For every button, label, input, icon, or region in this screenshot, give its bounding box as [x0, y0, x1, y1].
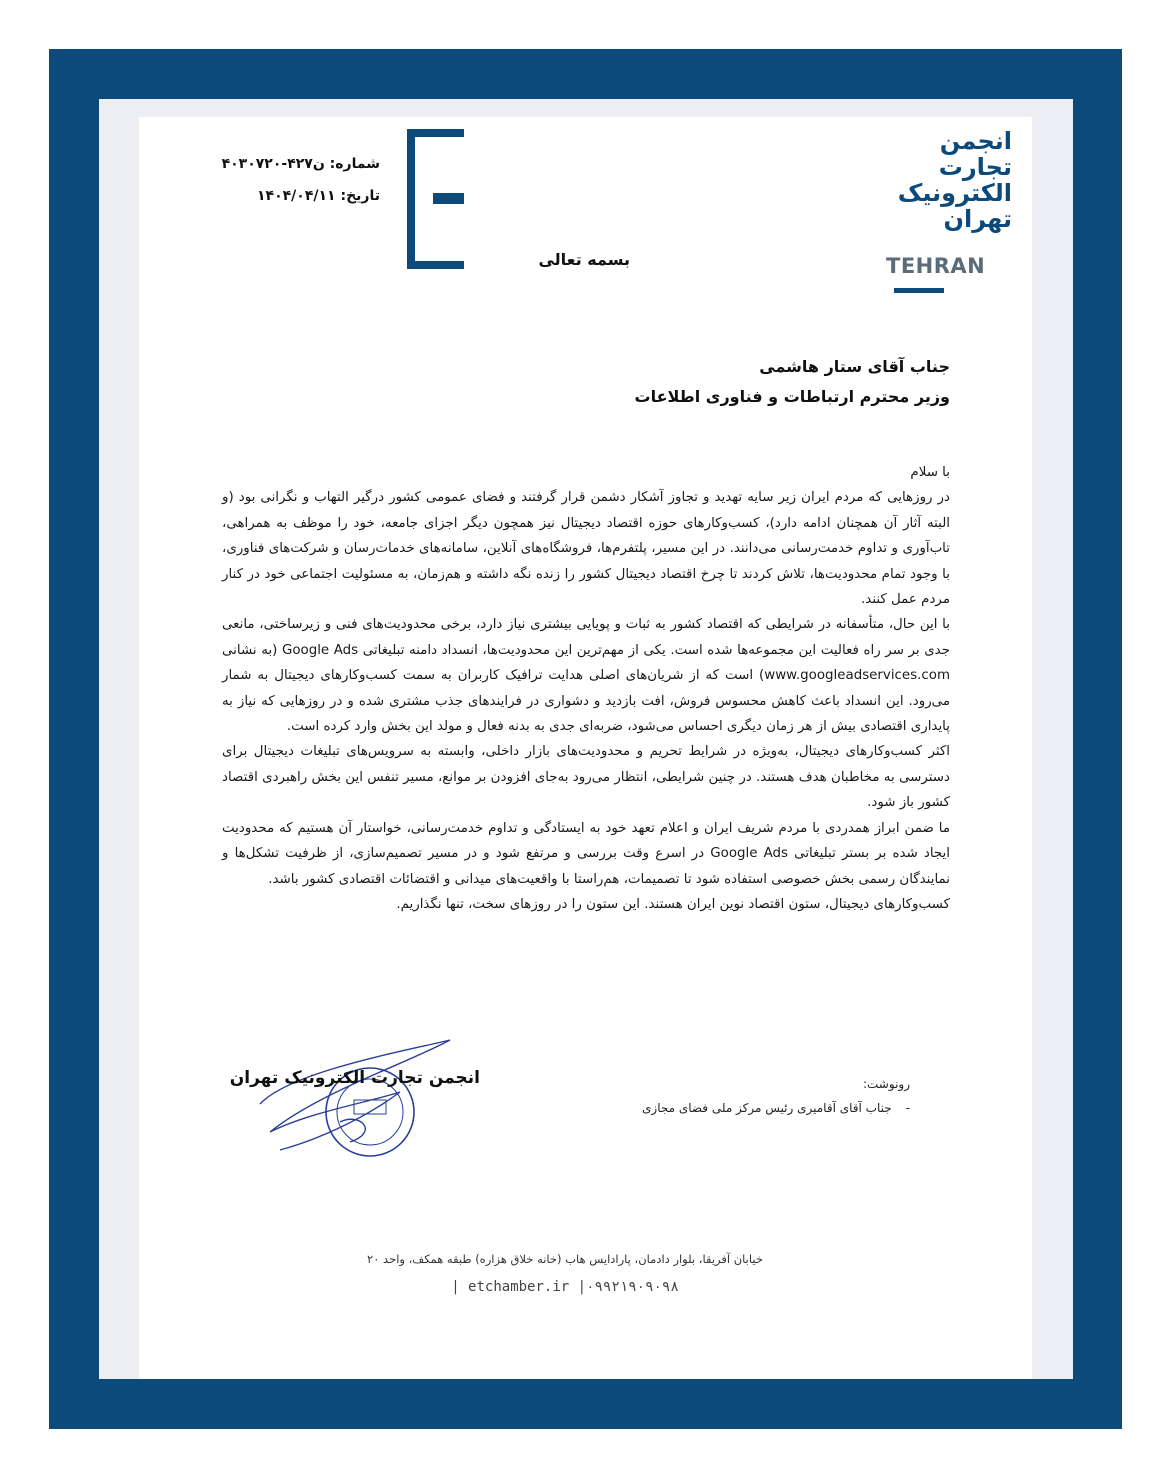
recipient-name: جناب آقای ستار هاشمی: [759, 357, 950, 376]
letter-number: شماره: ن۴۲۷-۴۰۳۰۷۲۰: [221, 156, 380, 172]
letter-date: تاریخ: ۱۴۰۴/۰۴/۱۱: [257, 188, 380, 204]
cc-block: [620, 1072, 910, 1120]
body-paragraph: با این حال، متأسفانه در شرایطی که اقتصاد کشور به ثبات و پویایی بیشتری نیاز دارد، برخی محدودیت‌های فنی و زیرساختی، مانعی جدی بر سر راه فعالیت این مجموعه‌ها شده است. یکی از مهم‌ترین این محدودیت‌ها، انسداد دامنه تبلیغاتی Google Ads (به نشانی www.googleadservices.com) است که از شریان‌های اصلی هدایت ترافیک کاربران به سمت کسب‌وکارهای دیجیتال به شمار می‌رود. این انسداد باعث کاهش محسوس فروش، افت بازدید و دشواری در فرایندهای جذب مشتری شده و در روزهایی که نیاز به پایداری اقتصادی بیش از هر زمان دیگری احساس می‌شود، ضربه‌ای جدی به بدنه فعال و مولد این بخش وارد کرده است.: [222, 617, 950, 735]
footer-address: خیابان آفریقا، بلوار دادمان، پارادایس هاب (خانه خلاق هزاره) طبقه همکف، واحد ۲۰: [367, 1252, 763, 1266]
body-paragraph: اکثر کسب‌وکارهای دیجیتال، به‌ویژه در شرایط تحریم و محدودیت‌های بازار داخلی، وابسته به سرویس‌های تبلیغات دیجیتال برای دسترسی به مخاطبان هدف هستند. در چنین شرایطی، انتظار می‌رود به‌جای افزودن بر موانع، مسیر تنفس این بخش راهبردی اقتصاد کشور باز شود.: [222, 744, 950, 811]
invocation-text: بسمه تعالی: [538, 250, 630, 269]
organization-stamp-icon: [250, 1032, 470, 1162]
handwritten-signature-icon: [260, 1040, 450, 1150]
letter-meta: [200, 148, 380, 212]
cc-item: - جناب آقای آقامیری رئیس مرکز ملی فضای مجازی: [620, 1096, 910, 1120]
organization-name-line: الکترونیک: [897, 179, 1012, 207]
body-paragraph: ما ضمن ابراز همدردی با مردم شریف ایران و اعلام تعهد خود به ایستادگی و تداوم خدمت‌رسانی، خواستار آن هستیم که محدودیت ایجاد شده بر بستر تبلیغاتی Google Ads در اسرع وقت بررسی و مرتفع شود و در مسیر تصمیم‌سازی، از ظرفیت تشکل‌ها و نمایندگان رسمی بخش خصوصی استفاده شود تا تصمیمات، هم‌راستا با واقعیت‌های میدانی و اقتضائات اقتصادی کشور باشد.: [222, 820, 950, 887]
organization-latin-name: TEHRAN: [886, 254, 986, 278]
cc-label: رونوشت:: [862, 1077, 910, 1091]
logo-underline: [894, 288, 944, 293]
organization-name: [882, 128, 1012, 232]
body-paragraph: کسب‌وکارهای دیجیتال، ستون اقتصاد نوین ایران هستند. این ستون را در روزهای سخت، تنها نگذاریم.: [396, 896, 950, 912]
recipient-block: [600, 352, 950, 412]
organization-name-line: تهران: [943, 205, 1012, 233]
recipient-title: وزیر محترم ارتباطات و فناوری اطلاعات: [634, 387, 950, 406]
body-paragraph: در روزهایی که مردم ایران زیر سایه تهدید و تجاوز آشکار دشمن قرار گرفتند و فضای عمومی کشور درگیر التهاب و نگرانی بود (و البته آثار آن همچنان ادامه دارد)، کسب‌وکارهای حوزه اقتصاد دیجیتال نیز همچون دیگر اجزای جامعه، خود را موظف به همراهی، تاب‌آوری و تداوم خدمت‌رسانی می‌دانند. در این مسیر، پلتفرم‌ها، فروشگاه‌های آنلاین، سامانه‌های خدمات‌رسان و شرکت‌های فناوری، با وجود تمام محدودیت‌ها، تلاش کردند تا چرخ اقتصاد دیجیتال کشور را زنده نگه داشته و هم‌زمان، به مسئولیت اجتماعی خود در کنار مردم عمل کنند.: [222, 490, 950, 608]
signature-title: انجمن تجارت الکترونیک تهران: [229, 1068, 480, 1088]
organization-name-line: انجمن: [939, 127, 1012, 155]
footer-contact: | etchamber.ir |۰۹۹۲۱۹۰۹۰۹۸: [451, 1279, 679, 1295]
greeting: با سلام: [910, 465, 950, 480]
e-letter-logo-icon: [403, 129, 469, 269]
organization-name-line: تجارت: [938, 153, 1012, 181]
letter-body: [222, 460, 950, 917]
